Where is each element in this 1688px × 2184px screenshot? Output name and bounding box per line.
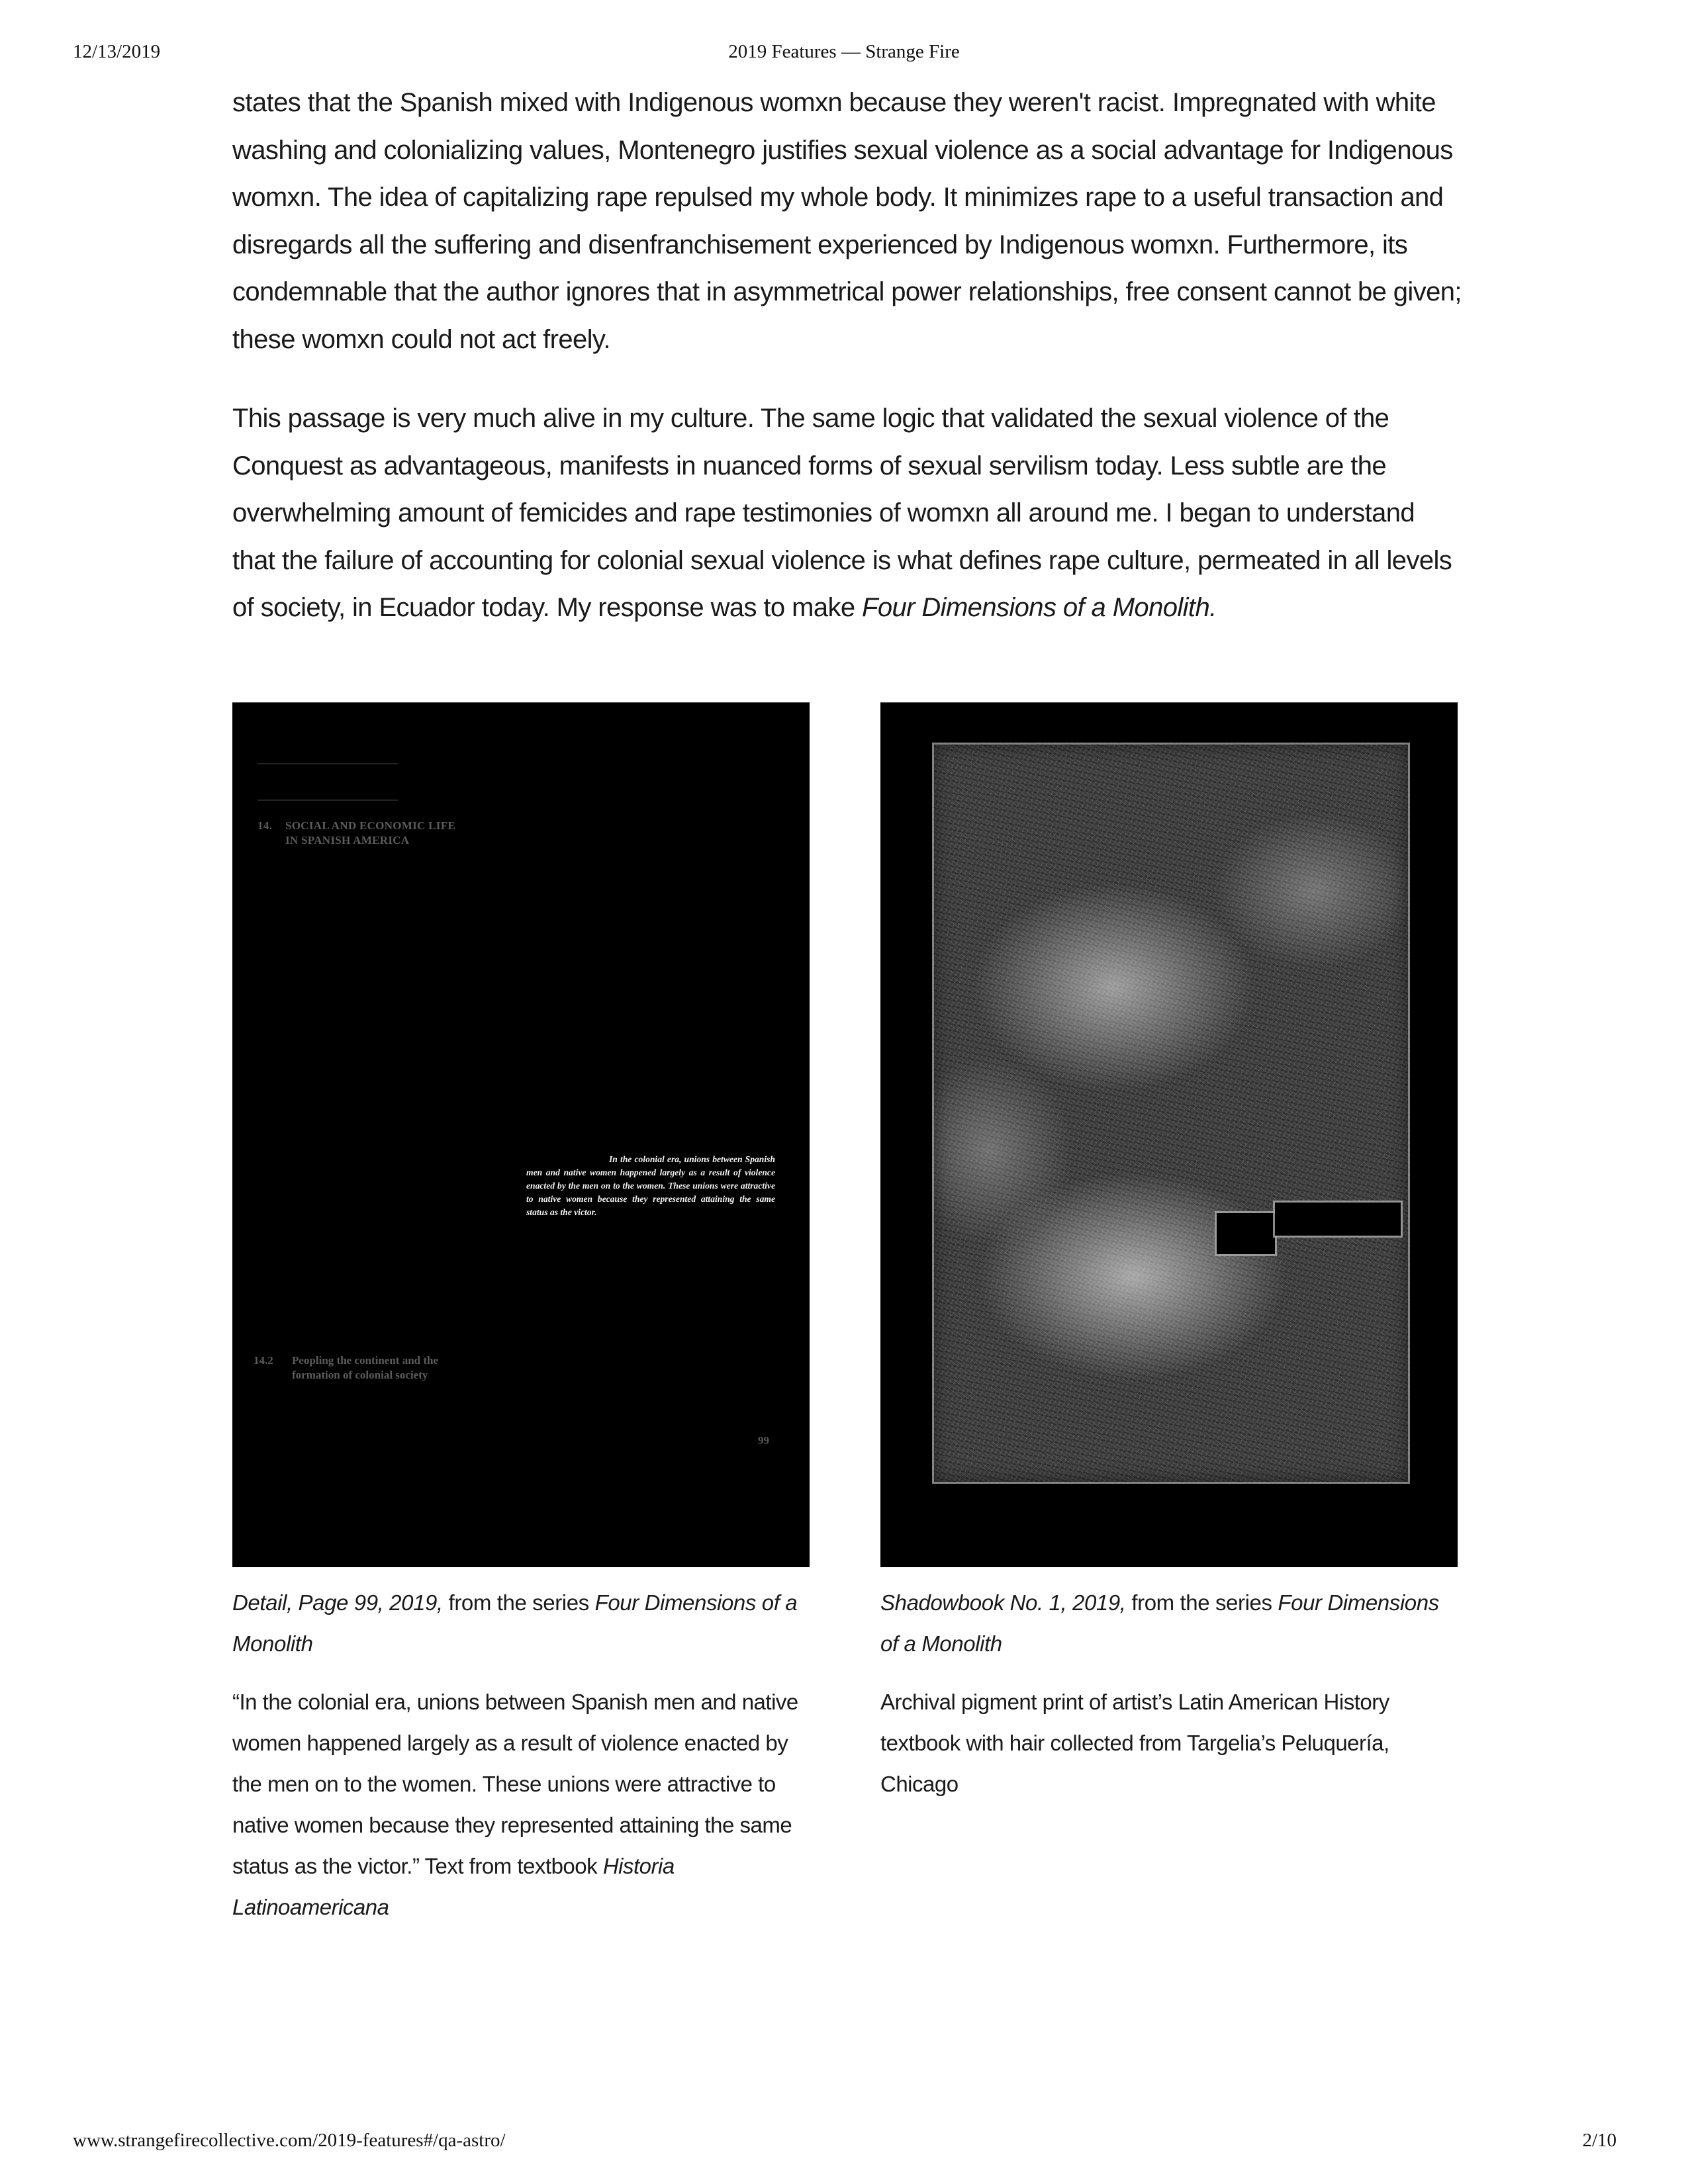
print-footer [0,2130,1688,2156]
print-page-title: 2019 Features — Strange Fire [728,41,960,62]
article-paragraph: states that the Spanish mixed with Indigenous womxn because they weren't racist. Impregnated with white washing and colonializing values, Montenegro justifies sexual violence as a social advantage for Indigenous womxn. The idea of capitalizing rape repulsed my whole body. It minimizes rape to a useful transaction and disregards all the suffering and disenfranchisement experienced by Indigenous womxn. Furthermore, its condemnable that the author ignores that in asymmetrical power relationships, free consent cannot be given; these womxn could not act freely. [232,88,1462,354]
caption-connector: from the series [1125,1590,1278,1615]
textbook-page-number: 99 [758,1434,769,1447]
section-title-line2: formation of colonial society [292,1369,428,1381]
page-url: www.strangefirecollective.com/2019-features#/qa-astro/ [73,2130,506,2151]
textbook-quote: In the colonial era, unions between Spanish men and native women happened largely as a result of violence enacted by the men on to the women. These unions were attractive to native women because they represented attaining the same status as the victor. [526,1154,775,1217]
chapter-title-line1: SOCIAL AND ECONOMIC LIFE [285,819,456,832]
print-date: 12/13/2019 [73,41,161,62]
figure-caption-title [232,1582,810,1664]
figure-caption-body [232,1682,810,1928]
article-body [232,79,1464,664]
section-number: 14.2 [254,1354,273,1367]
divider [258,763,398,764]
figure-caption-title [880,1582,1458,1664]
series-name: Four Dimensions of a Monolith [232,1590,798,1656]
artwork-title: Four Dimensions of a Monolith. [862,593,1217,622]
chapter-heading [258,819,522,848]
article-paragraph [232,395,1464,632]
page-number: 2/10 [1582,2130,1617,2151]
cutout-shape [1217,1213,1275,1254]
figure-caption-body [880,1682,1458,1805]
textbook-page-image [232,702,810,1567]
artwork-name: Shadowbook No. 1, 2019, [880,1590,1126,1615]
hair-print-image [880,702,1458,1567]
series-name: Four Dimensions of a Monolith [880,1590,1439,1656]
artwork-name: Detail, Page 99, 2019, [232,1590,443,1615]
divider [258,799,398,801]
chapter-number: 14. [258,819,273,832]
figure-detail-page-99 [232,702,810,1928]
textbook-title: Historia Latinoamericana [232,1854,675,1919]
caption-text: Archival pigment print of artist’s Latin American History textbook with hair collected from Targelia’s Peluquería, Chicago [880,1690,1389,1796]
caption-text: “In the colonial era, unions between Spanish men and native women happened largely as a result of violence enacted by the men on to the women. These unions were attractive to native women because they represented attaining the same status as the victor.” Text from textbook [232,1690,798,1878]
section-title-line1: Peopling the continent and the [292,1354,439,1367]
figure-shadowbook-no-1 [880,702,1458,1805]
paragraph-text: This passage is very much alive in my culture. The same logic that validated the sexual violence of the Conquest as advantageous, manifests in nuanced forms of sexual servilism today. Less subtle are the overwhelming amount of femicides and rape testimonies of womxn all around me. I began to understand that the failure of accounting for colonial sexual violence is what defines rape culture, permeated in all levels of society, in Ecuador today. My response was to make [232,404,1452,622]
print-header [0,41,1688,68]
section-heading [254,1353,532,1383]
cutout-shape [1275,1203,1401,1236]
chapter-title-line2: IN SPANISH AMERICA [285,834,410,846]
caption-connector: from the series [442,1590,595,1615]
hair-covered-book [932,743,1410,1484]
